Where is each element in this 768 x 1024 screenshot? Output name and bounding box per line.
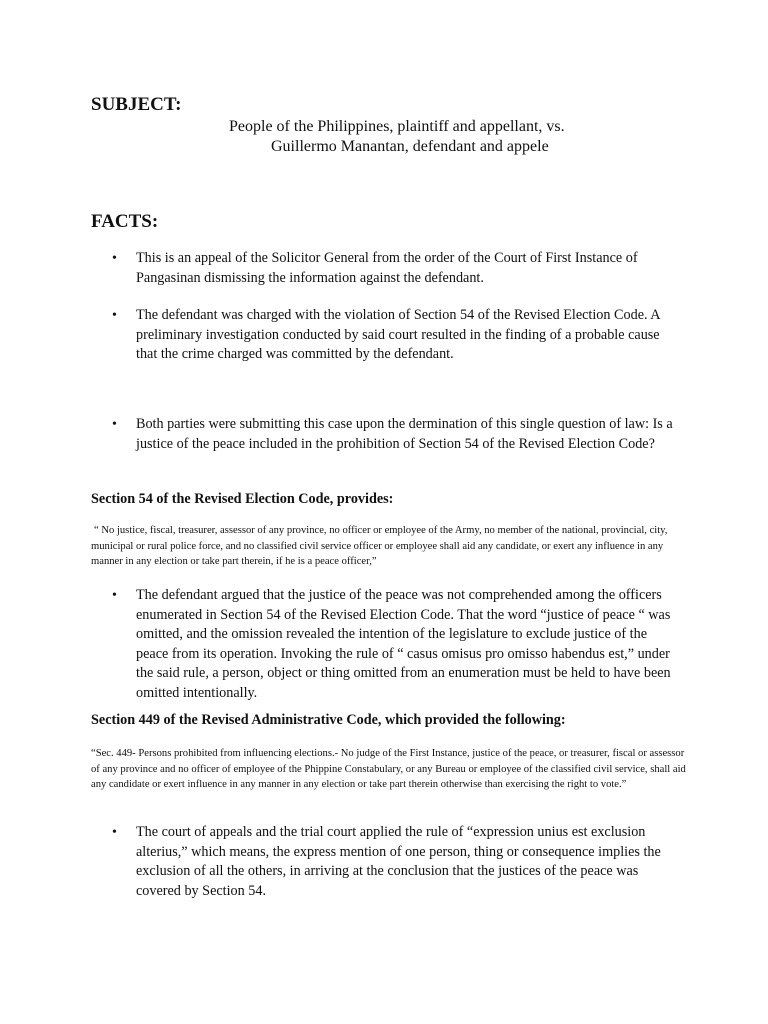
- bullet-text: This is an appeal of the Solicitor General from the order of the Court of First Instance of Pangasinan dismissing the information against the defendant.: [136, 250, 638, 286]
- bullet-icon: •: [112, 251, 117, 266]
- bullet-text: The court of appeals and the trial court applied the rule of “expression unius est exclusion alterius,” which means, the express mention of one person, thing or consequence implies the exclusion of all the others, in arriving at the conclusion that the justices of the peace was covered by Section 54.: [136, 824, 661, 899]
- subject-parties-line-2: Guillermo Manantan, defendant and appele: [271, 138, 549, 155]
- section-54-heading: Section 54 of the Revised Election Code, provides:: [91, 491, 394, 507]
- facts-bullet-5: [112, 823, 682, 901]
- subject-heading: SUBJECT:: [91, 94, 182, 115]
- section-449-quote: “Sec. 449- Persons prohibited from influencing elections.- No judge of the First Instance, justice of the peace, or treasurer, fiscal or assessor of any province and no officer of employee of the Phippine Constabulary, or any Bureau or employee of the classified civil service, shall aid any candidate or exert influence in any manner in any election or take part therein otherwise than exercising the right to vote.”: [91, 748, 686, 790]
- facts-bullet-4: [112, 586, 682, 703]
- facts-bullet-3: [112, 415, 682, 454]
- facts-heading: FACTS:: [91, 211, 159, 232]
- bullet-text: The defendant argued that the justice of the peace was not comprehended among the officers enumerated in Section 54 of the Revised Election Code. That the word “justice of peace “ was omitted, and the omission revealed the intention of the legislature to exclude justice of the peace from its operation. Invoking the rule of “ casus omisus pro omisso habendus est,” under the said rule, a person, object or thing omitted from an enumeration must be held to have been omitted intentionally.: [136, 587, 671, 701]
- subject-parties-line-1: People of the Philippines, plaintiff and appellant, vs.: [229, 118, 565, 135]
- facts-bullet-2: [112, 306, 682, 365]
- section-449-heading: Section 449 of the Revised Administrative Code, which provided the following:: [91, 712, 566, 728]
- bullet-icon: •: [112, 308, 117, 323]
- bullet-icon: •: [112, 825, 117, 840]
- bullet-text: The defendant was charged with the violation of Section 54 of the Revised Election Code. A preliminary investigation conducted by said court resulted in the finding of a probable cause that the crime charged was committed by the defendant.: [136, 307, 660, 362]
- section-54-quote: “ No justice, fiscal, treasurer, assessor of any province, no officer or employee of the Army, no member of the national, provincial, city, municipal or rural police force, and no classified civil service officer or employee shall aid any candidate, or exert any influence in any manner in any election or take part therein, if he is a peace officer,”: [91, 525, 668, 567]
- bullet-icon: •: [112, 588, 117, 603]
- bullet-text: Both parties were submitting this case upon the dermination of this single question of law: Is a justice of the peace included in the prohibition of Section 54 of the Revised Election Code?: [136, 416, 673, 452]
- bullet-icon: •: [112, 417, 117, 432]
- facts-bullet-1: [112, 249, 682, 288]
